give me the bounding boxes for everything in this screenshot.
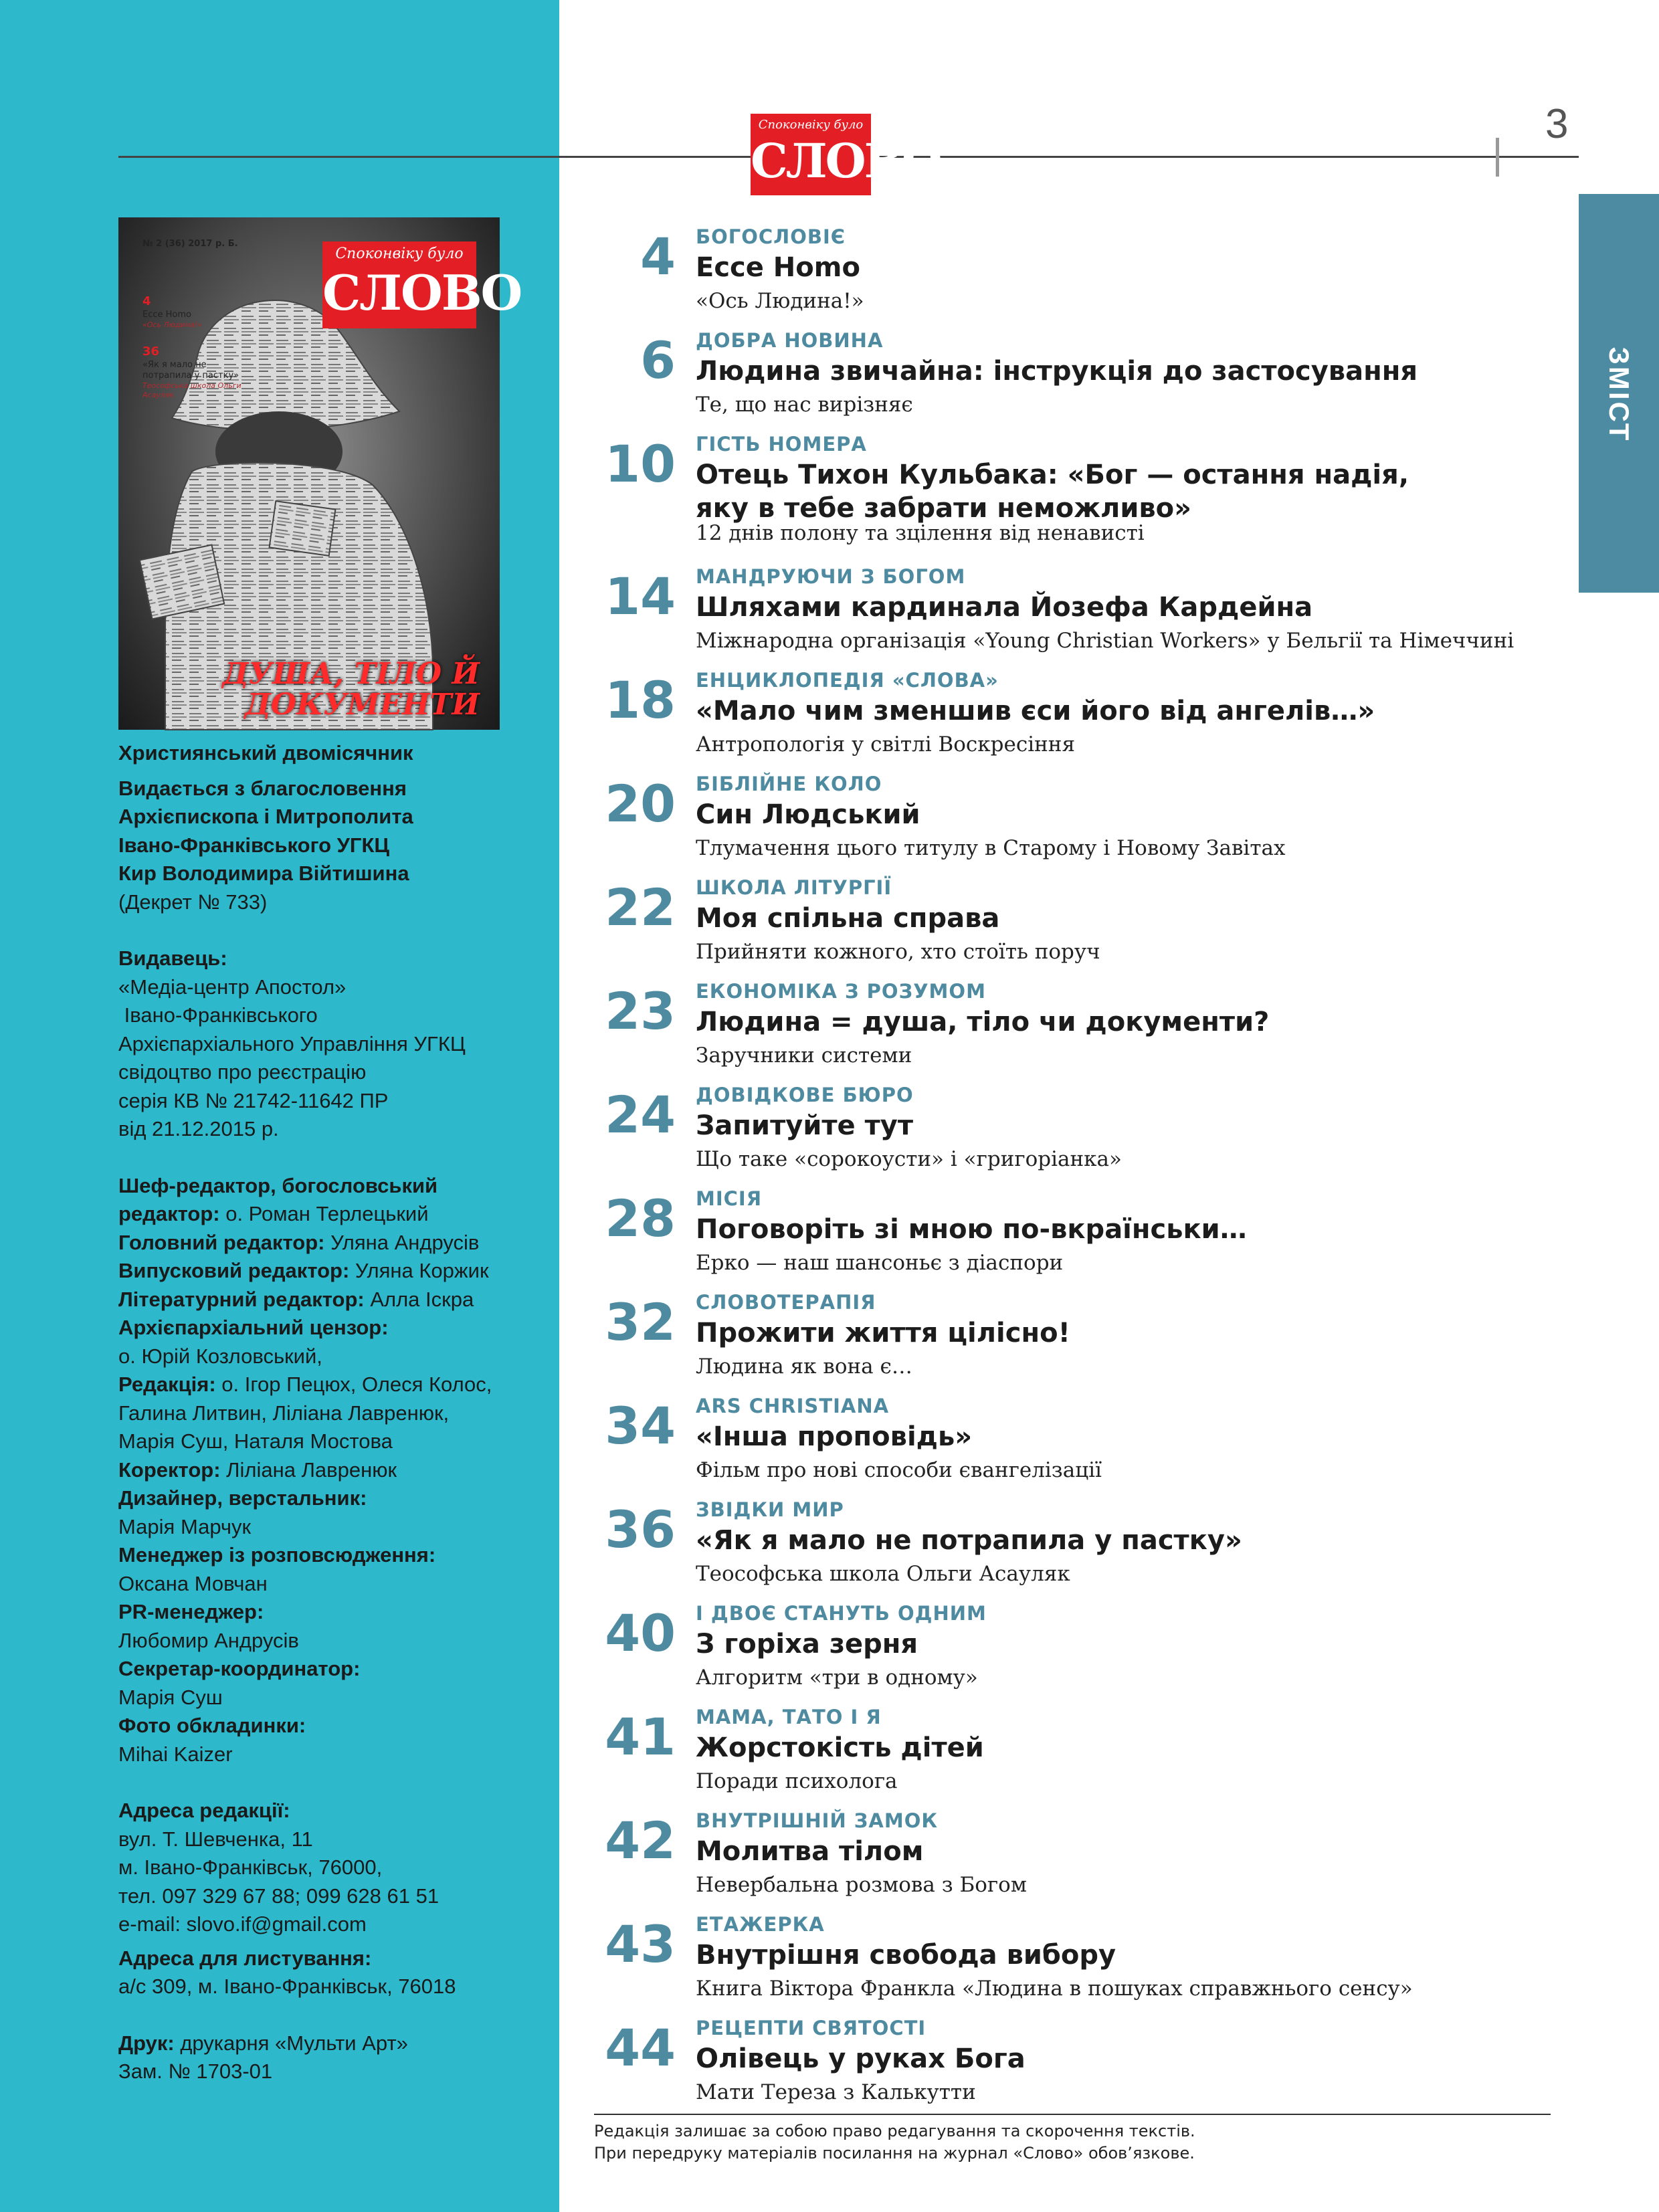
- staff-list: Шеф-редактор, богословський редактор: о. Роман Терлецький Головний редактор: Уляна Андрусів Випусковий редактор: Уляна Коржик Літературний редактор: Алла Іскра Архієпархіальний цензор: о. Юрій Козловський, Редакція: о. Ігор Пецюх, Олеся Колос, Галина Литвин, Ліліана Лавренюк, Марія Суш, Наталя Мостова Коректор: Ліліана Лавренюк Дизайнер, верстальник: Марія Марчук Менеджер із розповсюдження: Оксана Мовчан PR-менеджер: Любомир Андрусів Секретар-координатор: Марія Суш Фото обкладинки: Mihai Kaizer: [118, 1173, 492, 1766]
- publisher: Видавець: «Медіа-центр Апостол» Івано-Франківського Архієпархіального Управління УГКЦ свідоцтво про реєстрацію серія КВ № 21742-11642 ПР від 21.12.2015 р.: [118, 946, 466, 1140]
- cover-teaser-page: 4: [142, 294, 151, 308]
- cover-teaser-page: 36: [142, 344, 160, 359]
- toc-subtitle: Мати Тереза з Калькутти: [696, 2080, 976, 2104]
- toc-page-number: 24: [605, 1085, 676, 1144]
- footnote-line: При передруку матеріалів посилання на журнал «Слово» обов’язкове.: [594, 2144, 1195, 2163]
- toc-page-number: 18: [605, 670, 676, 730]
- toc-entry[interactable]: [575, 1706, 1525, 1806]
- toc-title: Людина = душа, тіло чи документи?: [696, 1007, 1270, 1037]
- toc-entry[interactable]: [575, 329, 1525, 429]
- toc-rubric: ВНУТРІШНІЙ ЗАМОК: [696, 1809, 939, 1832]
- toc-rubric: ДОБРА НОВИНА: [696, 329, 884, 352]
- toc-entry[interactable]: [575, 1084, 1525, 1184]
- page-number: 3: [1545, 101, 1569, 147]
- toc-rubric: ШКОЛА ЛІТУРГІЇ: [696, 876, 892, 899]
- toc-entry[interactable]: [575, 669, 1525, 769]
- toc-page-number: 34: [605, 1396, 676, 1455]
- toc-page-number: 41: [605, 1707, 676, 1767]
- toc-rubric: МАНДРУЮЧИ З БОГОМ: [696, 565, 966, 588]
- toc-page-number: 36: [605, 1500, 676, 1559]
- toc-rubric: БОГОСЛОВІЄ: [696, 225, 846, 248]
- toc-page-number: 20: [605, 774, 676, 833]
- toc-title: Запитуйте тут: [696, 1110, 914, 1141]
- cover-teaser-title: Ecce Homo: [142, 309, 191, 320]
- toc-entry[interactable]: [575, 1602, 1525, 1702]
- toc-title: Олівець у руках Бога: [696, 2043, 1026, 2074]
- cover-logo-slogan: Споконвіку було: [335, 245, 464, 262]
- footnote: [594, 2120, 1195, 2165]
- toc-subtitle: 12 днів полону та зцілення від ненависті: [696, 521, 1145, 545]
- toc-rubric: БІБЛІЙНЕ КОЛО: [696, 773, 882, 795]
- toc-title: Внутрішня свобода вибору: [696, 1940, 1116, 1971]
- toc-page-number: 28: [605, 1189, 676, 1248]
- cover-logo-name: СЛОВО: [322, 264, 522, 321]
- toc-rubric: ЕТАЖЕРКА: [696, 1913, 825, 1936]
- cover-logo: [322, 241, 522, 328]
- toc-entry[interactable]: [575, 225, 1525, 326]
- toc-subtitle: Заручники системи: [696, 1043, 912, 1068]
- toc-entry[interactable]: [575, 1187, 1525, 1288]
- toc-entry[interactable]: [575, 1395, 1525, 1495]
- cover-issue-number: № 2 (36) 2017 р. Б.: [142, 239, 238, 249]
- toc-title: Поговоріть зі мною по-вкраїнськи…: [696, 1214, 1247, 1245]
- left-masthead: [118, 739, 533, 2086]
- toc-subtitle: Антропологія у світлі Воскресіння: [696, 732, 1076, 757]
- toc-subtitle: Ерко — наш шансоньє з діаспори: [696, 1251, 1064, 1275]
- toc-title: «Мало чим зменшив єси його від ангелів…»: [696, 696, 1375, 726]
- toc-subtitle: Книга Віктора Франкла «Людина в пошуках справжнього сенсу»: [696, 1977, 1413, 2001]
- toc-entry[interactable]: [575, 876, 1525, 977]
- toc-title: Син Людський: [696, 799, 920, 830]
- toc-rubric: ГІСТЬ НОМЕРА: [696, 433, 867, 456]
- toc-page-number: 22: [605, 878, 676, 937]
- toc-title: Молитва тілом: [696, 1836, 924, 1867]
- toc-entry[interactable]: [575, 1291, 1525, 1391]
- toc-title: З горіха зерня: [696, 1629, 918, 1660]
- editorial-address: Адреса редакції: вул. Т. Шевченка, 11 м. Івано-Франківськ, 76000, тел. 097 329 67 88; 099 628 61 51 e-mail: slovo.if@gmail.com: [118, 1799, 440, 1936]
- cover-teaser-subtitle: Теософська школа Ольги Асауляк: [142, 381, 241, 399]
- toc-rubric: ЕКОНОМІКА З РОЗУМОМ: [696, 980, 986, 1003]
- toc-entry[interactable]: [575, 1913, 1525, 2013]
- logo-slogan: Споконвіку було: [758, 118, 864, 132]
- toc-entry[interactable]: [575, 433, 1525, 567]
- toc-subtitle: «Ось Людина!»: [696, 289, 864, 313]
- cover-teaser-1: [142, 294, 202, 330]
- toc-subtitle: Невербальна розмова з Богом: [696, 1873, 1027, 1897]
- toc-rubric: СЛОВОТЕРАПІЯ: [696, 1291, 876, 1314]
- toc-rubric: РЕЦЕПТИ СВЯТОСТІ: [696, 2017, 926, 2039]
- toc-page-number: 23: [605, 981, 676, 1041]
- toc-subtitle: Те, що нас вирізняє: [696, 393, 913, 417]
- blessing: Видається з благословення Архієпископа і Митрополита Івано-Франківського УГКЦ Кир Володимира Війтишина: [118, 776, 413, 885]
- toc-page-number: 10: [605, 434, 676, 494]
- toc-title: Шляхами кардинала Йозефа Кардейна: [696, 592, 1313, 623]
- toc-entry[interactable]: [575, 980, 1525, 1080]
- toc-entry[interactable]: [575, 773, 1525, 873]
- footer-rule: [594, 2114, 1551, 2115]
- toc-subtitle: Алгоритм «три в одному»: [696, 1666, 978, 1690]
- cover-teaser-title: «Як я мало не потрапила у пастку»: [142, 359, 239, 381]
- toc-entry[interactable]: [575, 1809, 1525, 1910]
- toc-rubric: ЕНЦИКЛОПЕДІЯ «СЛОВА»: [696, 669, 999, 692]
- toc-page-number: 14: [605, 567, 676, 626]
- toc-title: Жорстокість дітей: [696, 1732, 984, 1763]
- toc-page-number: 42: [605, 1811, 676, 1870]
- toc-subtitle: Тлумачення цього титулу в Старому і Новому Завітах: [696, 836, 1286, 860]
- toc-rubric: МІСІЯ: [696, 1187, 763, 1210]
- cover-teaser-2: [142, 344, 243, 400]
- toc-subtitle: Людина як вона є…: [696, 1354, 912, 1379]
- toc-title: Отець Тихон Кульбака: «Бог — остання надія, яку в тебе забрати неможливо»: [696, 460, 1409, 524]
- toc-title: «Інша проповідь»: [696, 1421, 973, 1452]
- toc-subtitle: Міжнародна організація «Young Christian Workers» у Бельгії та Німеччині: [696, 629, 1515, 653]
- cover-teaser-subtitle: «Ось Людина!»: [142, 320, 202, 329]
- toc-subtitle: Теософська школа Ольги Асауляк: [696, 1562, 1070, 1586]
- printing-info: Друк: друкарня «Мульти Арт» Зам. № 1703-01: [118, 2031, 408, 2083]
- toc-title: Моя спільна справа: [696, 903, 1000, 934]
- toc-title: «Як я мало не потрапила у пастку»: [696, 1525, 1242, 1556]
- toc-rubric: І ДВОЄ СТАНУТЬ ОДНИМ: [696, 1602, 987, 1625]
- decree: (Декрет № 733): [118, 890, 268, 914]
- magazine-logo: [751, 114, 941, 195]
- footnote-line: Редакція залишає за собою право редагування та скорочення текстів.: [594, 2122, 1195, 2140]
- toc-title: Людина звичайна: інструкція до застосування: [696, 356, 1418, 387]
- toc-entry[interactable]: [575, 2017, 1525, 2110]
- mailing-address: Адреса для листування: а/с 309, м. Івано-Франківськ, 76018: [118, 1946, 456, 1998]
- toc-subtitle: Поради психолога: [696, 1769, 898, 1793]
- tagline: Християнський двомісячник: [118, 741, 413, 765]
- cover-image: [118, 217, 522, 730]
- toc-subtitle: Прийняти кожного, хто стоїть поруч: [696, 940, 1100, 964]
- toc-rubric: ДОВІДКОВЕ БЮРО: [696, 1084, 914, 1106]
- logo-name: СЛОВО: [751, 133, 941, 189]
- toc-title: Прожити життя цілісно!: [696, 1318, 1070, 1348]
- page-marker-tick: [1496, 138, 1499, 177]
- toc-page-number: 32: [605, 1292, 676, 1352]
- toc-rubric: МАМА, ТАТО І Я: [696, 1706, 882, 1728]
- toc-page-number: 4: [640, 227, 676, 286]
- toc-entry[interactable]: [575, 1498, 1525, 1599]
- section-tab-label: ЗМІСТ: [1603, 346, 1635, 443]
- toc-entry[interactable]: [575, 565, 1525, 666]
- toc-page-number: 43: [605, 1914, 676, 1974]
- toc-page-number: 44: [605, 2018, 676, 2078]
- toc-page-number: 40: [605, 1603, 676, 1663]
- toc-rubric: ARS CHRISTIANA: [696, 1395, 890, 1417]
- toc-subtitle: Фільм про нові способи євангелізації: [696, 1458, 1102, 1482]
- toc-rubric: ЗВІДКИ МИР: [696, 1498, 844, 1521]
- toc-subtitle: Що таке «сорокоусти» і «григоріанка»: [696, 1147, 1122, 1171]
- toc-title: Ecce Homo: [696, 252, 860, 283]
- cover-title: ДУША, ТІЛО Й ДОКУМЕНТИ: [222, 657, 480, 722]
- toc-page-number: 6: [640, 330, 676, 390]
